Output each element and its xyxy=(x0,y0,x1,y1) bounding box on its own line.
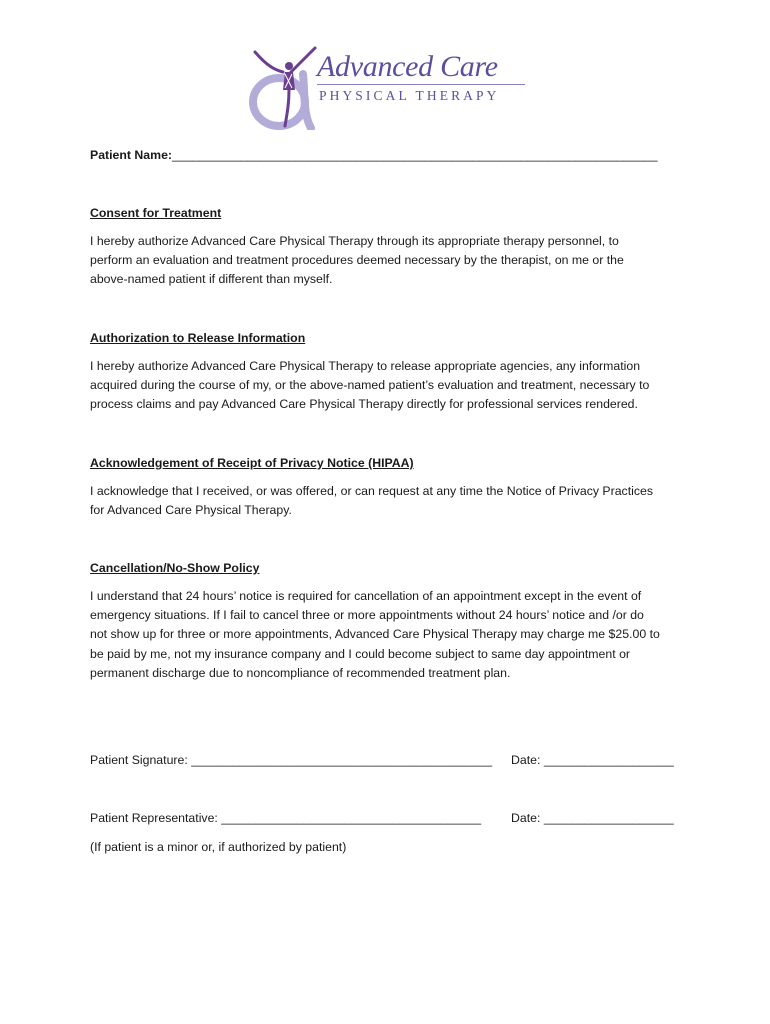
patient-signature-line[interactable] xyxy=(90,751,492,770)
cancellation-heading: Cancellation/No-Show Policy xyxy=(90,561,260,575)
paragraph-line: above-named patient if different than myself. xyxy=(90,272,333,287)
paragraph-line: process claims and pay Advanced Care Physical Therapy directly for professional services rendered. xyxy=(90,397,638,412)
logo-subtitle: PHYSICAL THERAPY xyxy=(319,88,500,103)
paragraph-line: permanent discharge due to noncompliance of recommended treatment plan. xyxy=(90,665,511,680)
company-logo xyxy=(245,44,530,130)
patient-name-label: Patient Name: xyxy=(90,148,173,162)
release-heading: Authorization to Release Information xyxy=(90,331,306,345)
representative-date-field[interactable]: ___________________ xyxy=(543,811,674,825)
patient-representative-line[interactable] xyxy=(90,809,481,828)
paragraph-line: I acknowledge that I received, or was offered, or can request at any time the Notice of Privacy Practices xyxy=(90,484,653,498)
consent-heading: Consent for Treatment xyxy=(90,206,222,220)
signature-date-line[interactable] xyxy=(511,751,674,770)
logo-title: Advanced Care xyxy=(317,50,498,83)
representative-date-label: Date: xyxy=(511,811,544,825)
paragraph-line: acquired during the course of my, or the above-named patient’s evaluation and treatment, necessary to xyxy=(90,378,650,393)
cancellation-paragraph xyxy=(90,587,690,683)
paragraph-line: for Advanced Care Physical Therapy. xyxy=(90,503,292,518)
paragraph-line: not show up for three or more appointments, Advanced Care Physical Therapy may charge me $25.00 to xyxy=(90,627,660,642)
signature-date-label: Date: xyxy=(511,753,544,767)
representative-note: (If patient is a minor or, if authorized by patient) xyxy=(90,840,347,854)
paragraph-line: I understand that 24 hours’ notice is required for cancellation of an appointment except in the event of xyxy=(90,589,642,603)
consent-paragraph xyxy=(90,232,690,290)
logo-figure-icon xyxy=(245,44,325,130)
release-paragraph xyxy=(90,357,690,415)
hipaa-heading: Acknowledgement of Receipt of Privacy Notice (HIPAA) xyxy=(90,456,414,470)
signature-date-field[interactable]: ___________________ xyxy=(543,753,674,767)
paragraph-line: I hereby authorize Advanced Care Physical Therapy through its appropriate therapy personnel, to xyxy=(90,234,619,248)
paragraph-line: emergency situations. If I fail to cancel three or more appointments without 24 hours’ notice and /or do xyxy=(90,608,644,623)
patient-representative-field[interactable]: ______________________________________ xyxy=(221,811,482,825)
patient-representative-label: Patient Representative: xyxy=(90,811,222,825)
representative-date-line[interactable] xyxy=(511,809,674,828)
paragraph-line: I hereby authorize Advanced Care Physical Therapy to release appropriate agencies, any information xyxy=(90,359,641,373)
patient-signature-field[interactable]: ____________________________________________ xyxy=(191,753,493,767)
patient-signature-label: Patient Signature: xyxy=(90,753,192,767)
patient-name-field[interactable]: _______________________________________________________________________ xyxy=(172,148,658,162)
patient-name-line[interactable] xyxy=(90,146,658,165)
paragraph-line: be paid by me, not my insurance company and I could become subject to same day appointment or xyxy=(90,646,631,661)
paragraph-line: perform an evaluation and treatment procedures deemed necessary by the therapist, on me or the xyxy=(90,253,624,268)
hipaa-paragraph xyxy=(90,482,690,520)
logo-divider xyxy=(317,84,525,85)
